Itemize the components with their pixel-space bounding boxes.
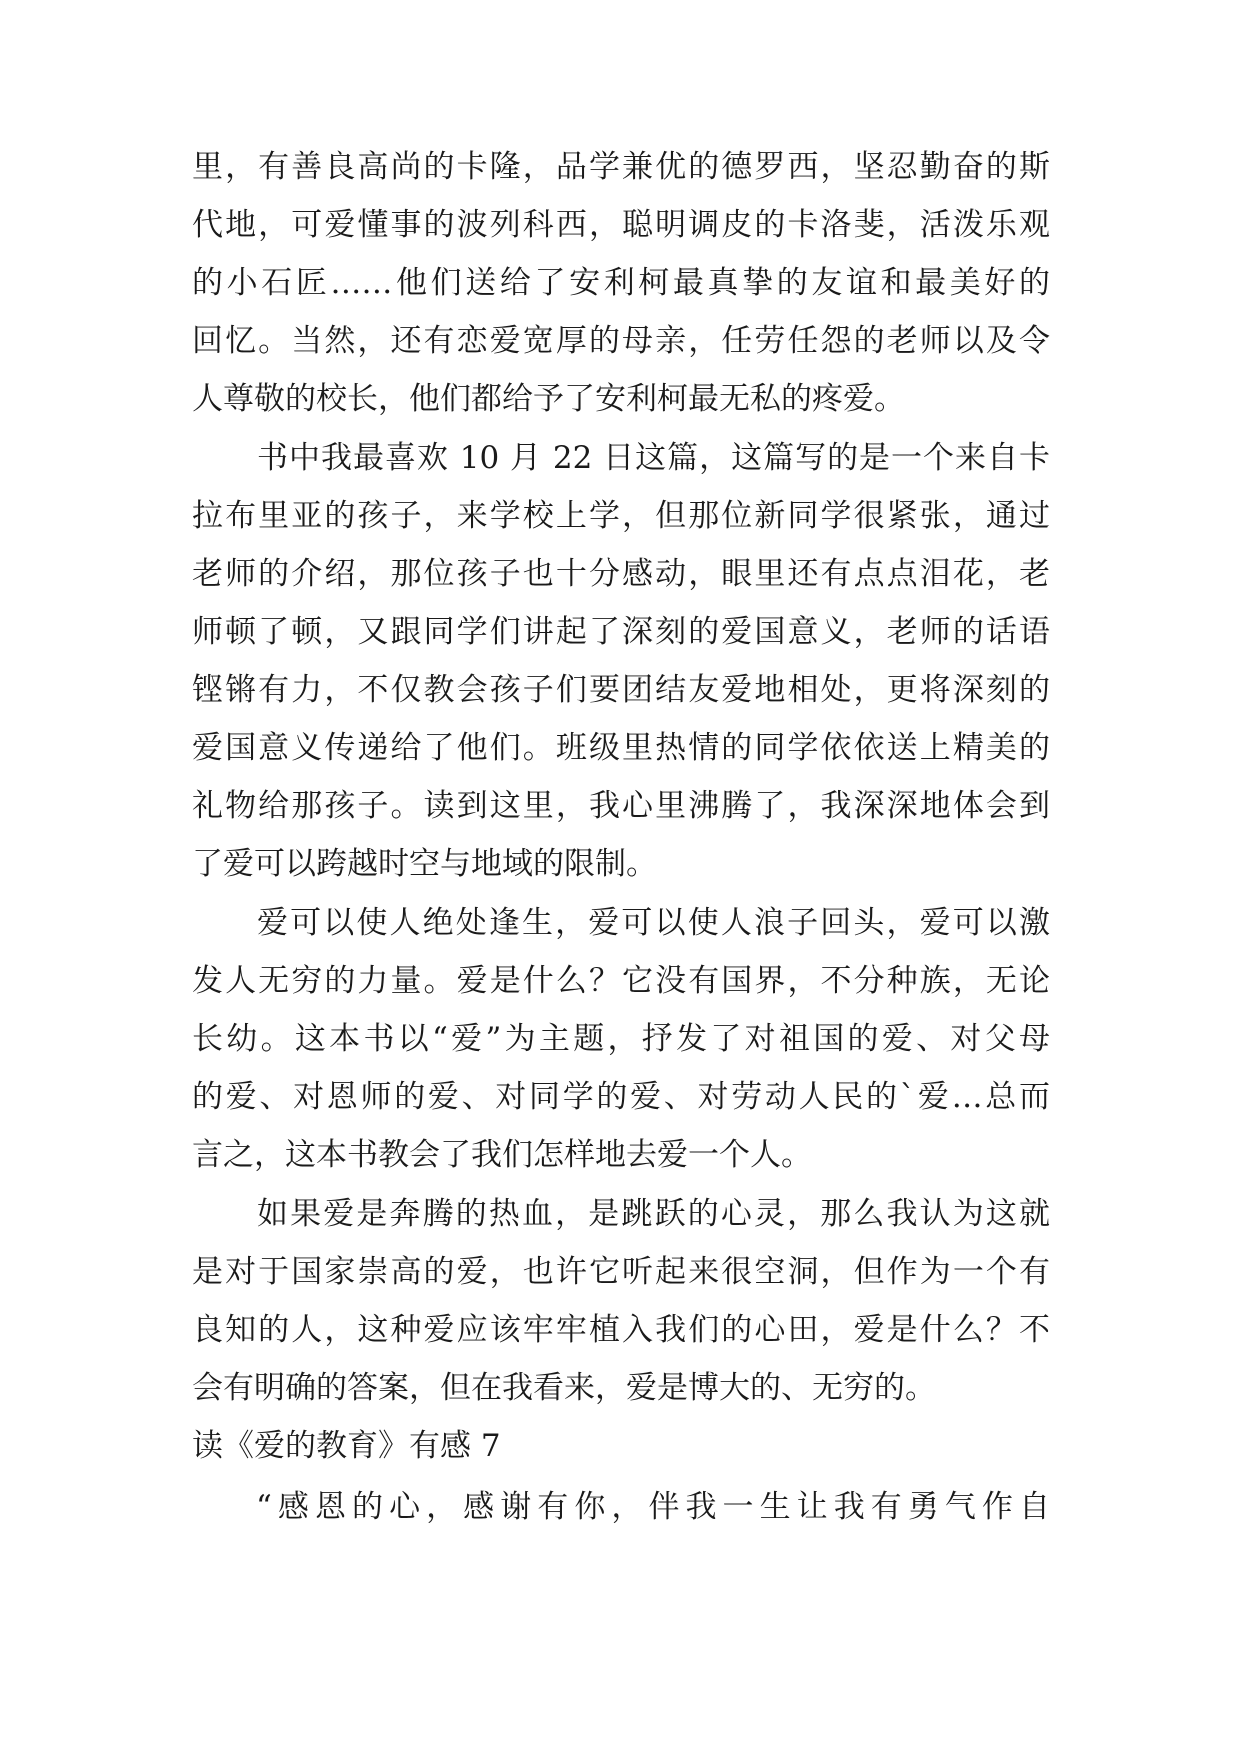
paragraph-line: 了爱可以跨越时空与地域的限制。: [192, 846, 657, 882]
paragraph-line: 是对于国家崇高的爱，也许它听起来很空洞，但作为一个有: [192, 1254, 1050, 1290]
paragraph-line: 的爱、对恩师的爱、对同学的爱、对劳动人民的`爱…总而: [192, 1079, 1050, 1115]
paragraph-line: 老师的介绍，那位孩子也十分感动，眼里还有点点泪花，老: [192, 556, 1050, 592]
paragraph-line: 长幼。这本书以“爱”为主题，抒发了对祖国的爱、对父母: [192, 1021, 1050, 1057]
paragraph-line: 良知的人，这种爱应该牢牢植入我们的心田，爱是什么？不: [192, 1312, 1050, 1348]
paragraph-line: 会有明确的答案，但在我看来，爱是博大的、无穷的。: [192, 1370, 936, 1406]
paragraph-line: 礼物给那孩子。读到这里，我心里沸腾了，我深深地体会到: [192, 788, 1050, 824]
paragraph-line: 发人无穷的力量。爱是什么？它没有国界，不分种族，无论: [192, 963, 1050, 999]
paragraph-line: 的小石匠……他们送给了安利柯最真挚的友谊和最美好的: [192, 265, 1050, 301]
paragraph-line: “感恩的心，感谢有你，伴我一生让我有勇气作自: [256, 1489, 1050, 1525]
paragraph-line: 书中我最喜欢 10 月 22 日这篇，这篇写的是一个来自卡: [257, 440, 1050, 476]
paragraph-line: 拉布里亚的孩子，来学校上学，但那位新同学很紧张，通过: [192, 498, 1050, 534]
paragraph-line: 爱可以使人绝处逢生，爱可以使人浪子回头，爱可以激: [257, 905, 1050, 941]
paragraph-line: 师顿了顿，又跟同学们讲起了深刻的爱国意义，老师的话语: [192, 614, 1050, 650]
paragraph-line: 爱国意义传递给了他们。班级里热情的同学依依送上精美的: [192, 730, 1050, 766]
paragraph-line: 铿锵有力，不仅教会孩子们要团结友爱地相处，更将深刻的: [192, 672, 1050, 708]
paragraph-line: 代地，可爱懂事的波列科西，聪明调皮的卡洛斐，活泼乐观: [192, 207, 1050, 243]
paragraph-line: 里，有善良高尚的卡隆，品学兼优的德罗西，坚忍勤奋的斯: [192, 149, 1050, 185]
paragraph-line: 言之，这本书教会了我们怎样地去爱一个人。: [192, 1137, 812, 1173]
paragraph-line: 如果爱是奔腾的热血，是跳跃的心灵，那么我认为这就: [257, 1196, 1050, 1232]
section-heading: 读《爱的教育》有感 7: [192, 1428, 501, 1464]
paragraph-line: 回忆。当然，还有恋爱宽厚的母亲，任劳任怨的老师以及令: [192, 323, 1050, 359]
paragraph-line: 人尊敬的校长，他们都给予了安利柯最无私的疼爱。: [192, 381, 905, 417]
